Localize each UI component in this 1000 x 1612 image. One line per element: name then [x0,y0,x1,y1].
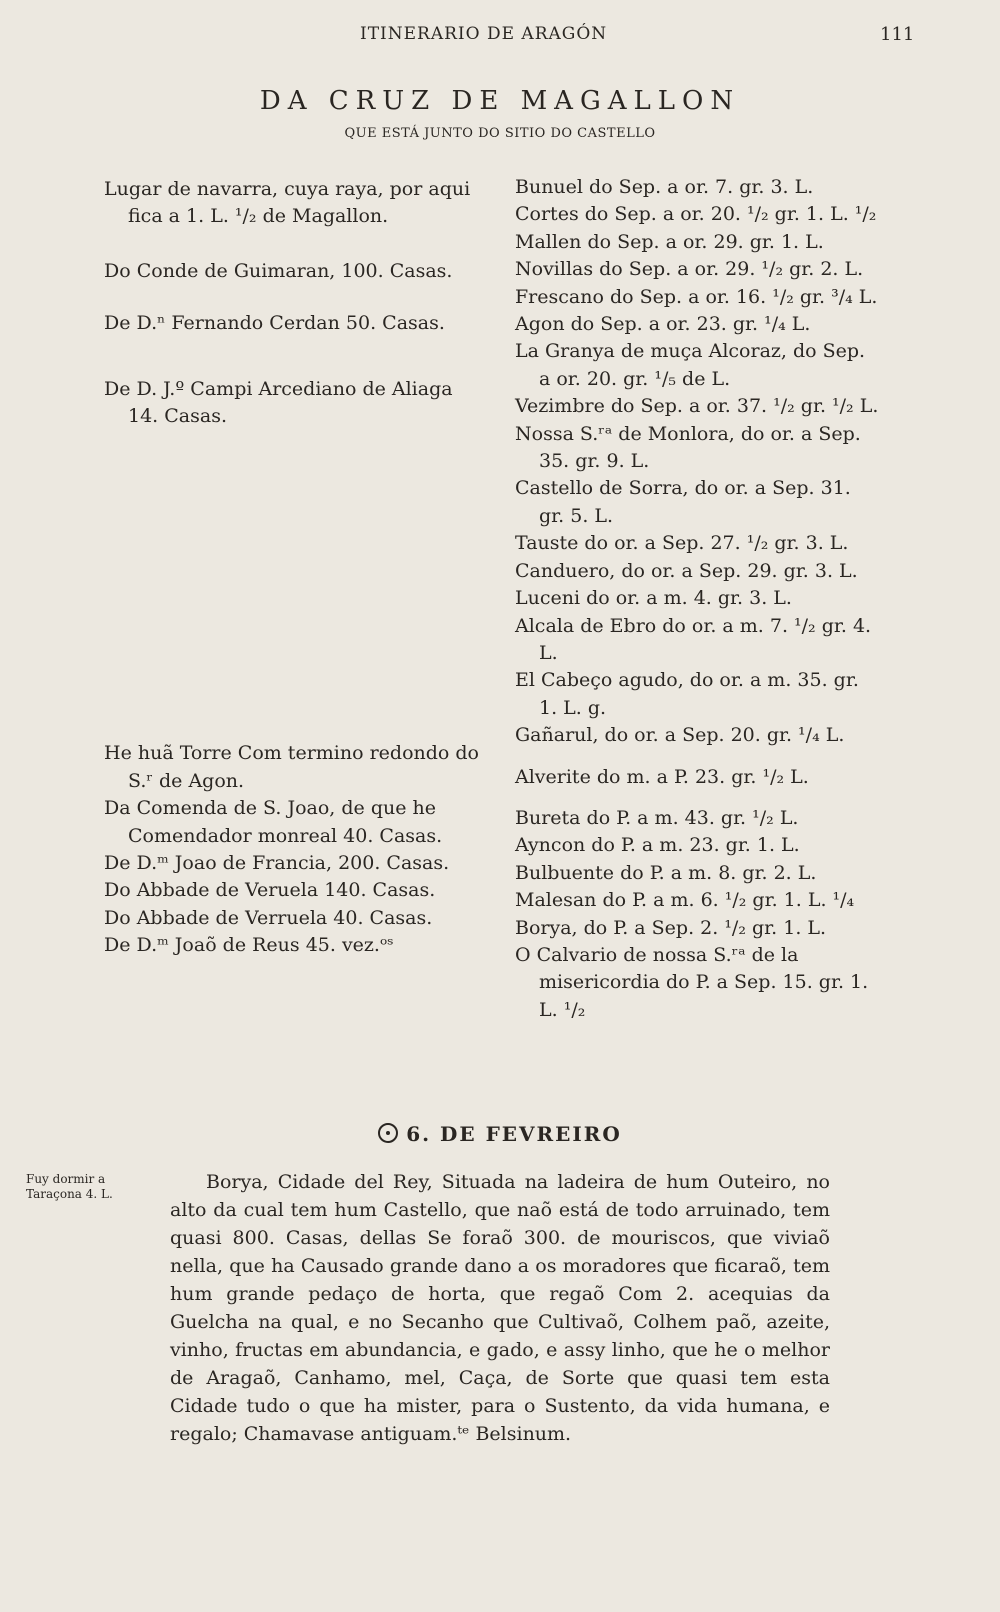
right-entry: El Cabeço agudo, do or. a m. 35. gr. 1. L. g. [515,669,859,719]
left-column [104,176,484,960]
right-entry: Vezimbre do Sep. a or. 37. ¹/₂ gr. ¹/₂ L. [515,395,879,418]
left-entry: De D.ⁿ Fernando Cerdan 50. Casas. [104,312,445,335]
right-entry: Agon do Sep. a or. 23. gr. ¹/₄ L. [515,313,811,336]
right-entry: O Calvario de nossa S.ʳᵃ de la misericordia do P. a Sep. 15. gr. 1. L. ¹/₂ [515,943,869,1021]
right-entry: Castello de Sorra, do or. a Sep. 31. gr. 5. L. [515,477,851,527]
right-entry: Luceni do or. a m. 4. gr. 3. L. [515,587,792,610]
left-entry: Do Abbade de Veruela 140. Casas. [104,879,436,902]
left-entry: De D.ᵐ Joao de Francia, 200. Casas. [104,852,450,875]
right-entry: Novillas do Sep. a or. 29. ¹/₂ gr. 2. L. [515,258,864,281]
page-title: DA CRUZ DE MAGALLON [259,86,741,116]
right-entry: Alcala de Ebro do or. a m. 7. ¹/₂ gr. 4. L. [515,614,872,664]
section-heading [0,1122,1000,1146]
right-entry: Frescano do Sep. a or. 16. ¹/₂ gr. ³/₄ L. [515,285,878,308]
section-heading-text: 6. DE FEVREIRO [406,1122,622,1146]
sun-symbol-icon [378,1123,398,1143]
body-paragraph: Borya, Cidade del Rey, Situada na ladeira de hum Outeiro, no alto da cual tem hum Castello, que naõ está de todo arruinado, tem quasi 800. Casas, dellas Se foraõ 300. de mouriscos, que viviaõ nella, que ha Causado grande dano a os moradores que ficaraõ, tem hum grande pedaço de horta, que regaõ Com 2. acequias da Guelcha na qual, e no Secanho que Cultivaõ, Colhem paõ, azeite, vinho, fructas em abundancia, e gado, e assy linho, que he o melhor de Aragaõ, Canhamo, mel, Caça, de Sorte que quasi tem esta Cidade tudo o que ha mister, para o Sustento, da vida humana, e regalo; Chamavase antiguam.ᵗᵉ Belsinum. [170,1171,830,1445]
right-entry: Bunuel do Sep. a or. 7. gr. 3. L. [515,176,814,198]
right-entry: Nossa S.ʳᵃ de Monlora, do or. a Sep. 35. gr. 9. L. [515,422,861,473]
right-entry: Bureta do P. a m. 43. gr. ¹/₂ L. [515,806,799,829]
right-entry: Bulbuente do P. a m. 8. gr. 2. L. [515,861,817,884]
right-entry: Malesan do P. a m. 6. ¹/₂ gr. 1. L. ¹/₄ [515,889,855,912]
left-entry: De D.ᵐ Joaõ de Reus 45. vez.ᵒˢ [104,934,394,957]
left-entry: Do Abbade de Verruela 40. Casas. [104,906,433,929]
running-title: ITINERARIO DE ARAGÓN [360,24,608,44]
right-entry: Cortes do Sep. a or. 20. ¹/₂ gr. 1. L. ¹/₂ [515,203,877,226]
left-entry: Lugar de navarra, cuya raya, por aqui fica a 1. L. ¹/₂ de Magallon. [104,178,471,228]
left-entry: De D. J.º Campi Arcediano de Aliaga 14. Casas. [104,377,453,428]
page-number: 111 [880,24,915,45]
left-entry: Da Comenda de S. Joao, de que he Comendador monreal 40. Casas. [104,797,443,847]
right-entry: La Granya de muça Alcoraz, do Sep. a or. 20. gr. ¹/₅ de L. [515,340,866,390]
right-entry: Alverite do m. a P. 23. gr. ¹/₂ L. [515,765,809,788]
right-entry: Gañarul, do or. a Sep. 20. gr. ¹/₄ L. [515,724,845,747]
right-column [515,174,880,1024]
right-entry: Ayncon do P. a m. 23. gr. 1. L. [515,834,800,857]
right-entry: Tauste do or. a Sep. 27. ¹/₂ gr. 3. L. [515,532,849,555]
right-entry: Borya, do P. a Sep. 2. ¹/₂ gr. 1. L. [515,916,827,939]
page-subtitle: QUE ESTÁ JUNTO DO SITIO DO CASTELLO [344,126,656,141]
right-entry: Mallen do Sep. a or. 29. gr. 1. L. [515,230,824,253]
left-entry: He huã Torre Com termino redondo do S.ʳ de Agon. [104,742,479,792]
margin-note: Fuy dormir a Taraçona 4. L. [26,1172,113,1201]
right-entry: Canduero, do or. a Sep. 29. gr. 3. L. [515,559,858,582]
left-entry: Do Conde de Guimaran, 100. Casas. [104,259,453,282]
